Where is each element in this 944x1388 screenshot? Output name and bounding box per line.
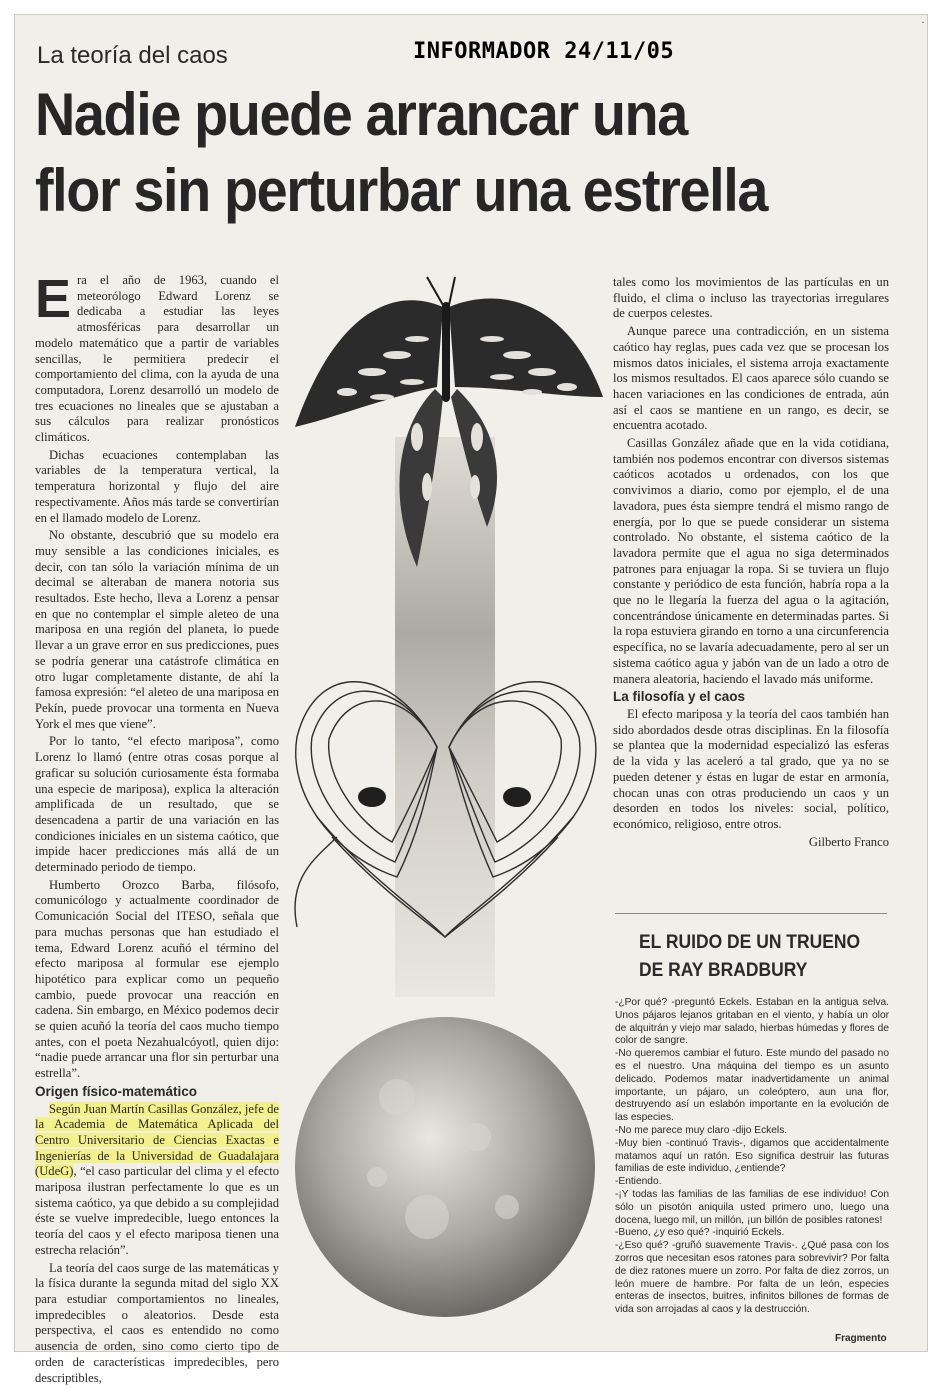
section-label: La teoría del caos <box>37 42 228 69</box>
headline <box>35 77 853 229</box>
article-column-right <box>613 275 889 852</box>
subhead-filosofia: La filosofía y el caos <box>613 689 746 705</box>
paragraph-1-text: ra el año de 1963, cuando el meteorólogo Edward Lorenz se dedicaba a estudiar las leyes atmosféricas para desarrollar un modelo matemático que a partir de variables sencillas, le permitiera predecir el comportamiento del clima, con la ayuda de una computadora, Lorenz desarrolló un modelo de tres ecuaciones no lineales que se ajustaban a sus cálculos para realizar pronósticos climáticos. <box>35 273 279 445</box>
corner-mark: · <box>921 15 925 29</box>
box-title-line-1: EL RUIDO DE UN TRUENO <box>639 932 861 953</box>
paragraph-6-rest: , “el caso particular del clima y el efecto mariposa ilustran perfectamente lo que es un sistema caótico, ya que debido a su complejidad éste se vuelve impredecible, luego entonces la teoría del caos y el efecto mariposa tienen una estrecha relación”. <box>35 1164 279 1257</box>
star-sphere-icon <box>295 1017 595 1317</box>
paragraph-10: Casillas González añade que en la vida cotidiana, también nos podemos encontrar con diversos sistemas caóticos acotados u ordenados, con los que convivimos a diario, como por ejemplo, el de una lavadora, pues ésta siempre tendrá el mismo rango de energía, por lo que se puede considerar un sistema controlado. No obstante, el sistema caótico de la lavadora permite que el agua no siga determinados patrones para enjuagar la ropa. Si se tuviera un flujo constante y periódico de esta función, habría ropa a la que no le llegaría la fuerza del agua o la agitación, concentrándose únicamente en determinadas partes. Si la ropa estuviera girando en torno a una circunferencia específica, no se lavaría adecuadamente, pero al ser un sistema caótico agua y jabón van de un lado a otro de manera aleatoria, haciendo el lavado más uniforme. <box>613 436 889 686</box>
illustration <box>277 277 613 1351</box>
subhead-origen: Origen físico-matemático <box>35 1083 198 1099</box>
paragraph-3: No obstante, descubrió que su modelo era muy sensible a las condiciones iniciales, es decir, con tan sólo la variación mínima de un decimal se alteraban de manera notoria sus resultados. Este hecho, lleva a Lorenz a pensar en que no contemplar el simple aleteo de una mariposa en una región del planeta, lo puede llevar a un grave error en sus predicciones, pues se podría generar una catástrofe climática en otro lugar completamente distante, de ahí la famosa expresión: “el aleteo de una mariposa en Pekín, puede provocar una tormenta en Nueva York el mes que viene”. <box>35 528 279 731</box>
paragraph-11: El efecto mariposa y la teoría del caos también han sido abordados desde otras disciplinas. En la filosofía se plantea que la modernidad especializó las esferas de la vida y las aceleró a tal grado, que ya no se pueden detener y éstas en lugar de estar en armonía, chocan unas con otras produciendo un caos y un desorden en todos los niveles: social, político, económico, religioso, entre otros. <box>613 706 889 831</box>
fragment-label: Fragmento <box>835 1333 887 1344</box>
box-divider <box>615 913 887 914</box>
excerpt-line: -¿Por qué? -preguntó Eckels. Estaban en la antigua selva. Unos pájaros lejanos gritaban en el viento, y había un olor de alquitrán y viejo mar salado, hierbas húmedas y flores de color de sangre. <box>615 997 889 1047</box>
paragraph-8: tales como los movimientos de las partículas en un fluido, el clima o incluso las trayectorias irregulares de cuerpos celestes. <box>613 275 889 321</box>
excerpt-line: -Bueno, ¿y eso qué? -inquirió Eckels. <box>615 1227 785 1239</box>
excerpt-line: -¡Y todas las familias de las familias de ese individuo! Con sólo un pisotón aniquila usted primero uno, luego una docena, luego mil, un millón, ¡un billón de posibles ratones! <box>615 1188 889 1226</box>
box-title-line-2: DE RAY BRADBURY <box>639 960 808 981</box>
dropcap: E <box>35 269 72 329</box>
headline-line-1: Nadie puede arrancar una <box>35 81 687 148</box>
box-title <box>639 929 869 985</box>
excerpt-line: -¿Eso qué? -gruñó suavemente Travis-. ¿Qué pasa con los zorros que necesitan esos ratones para sobrevivir? Por falta de diez ratones muere un zorro. Por falta de diez zorros, un león muere de hambre. Por falta de un león, especies enteras de insectos, buitres, infinitos billones de formas de vida son arrojadas al caos y la destrucción. <box>615 1240 889 1316</box>
paragraph-6 <box>35 1102 279 1259</box>
article-column-left <box>35 269 279 1388</box>
headline-line-2: flor sin perturbar una estrella <box>35 157 767 224</box>
excerpt-text <box>615 997 889 1317</box>
newspaper-clipping <box>14 14 928 1385</box>
paragraph-9: Aunque parece una contradicción, en un sistema caótico hay reglas, pues cada vez que se procesan los mismos datos iniciales, el sistema arroja exactamente los mismos resultados. El caos aparece sólo cuando se hacen variaciones en las condiciones de entrada, aún así el caos se mantiene en un rango, es decir, se encuentra acotado. <box>613 324 889 433</box>
excerpt-line: -No me parece muy claro -dijo Eckels. <box>615 1124 788 1136</box>
paragraph-2: Dichas ecuaciones contemplaban las variables de la temperatura vertical, la temperatura horizontal y flujo del aire respectivamente. Años más tarde se convertirían en el llamado modelo de Lorenz. <box>35 447 279 525</box>
attractor-eye-right <box>503 787 531 807</box>
paragraph-5: Humberto Orozco Barba, filósofo, comunicólogo y actualmente coordinador de Comunicación Social del ITESO, señala que para muchas personas que han estudiado el tema, Edward Lorenz acuñó el término del efecto mariposa al formular ese ejemplo hipotético para explicar como un pequeño cambio, puede provocar una reacción en cadena. Sin embargo, en México podemos decir se quien acuñó la teoría del caos mucho tiempo antes, con el poeta Nezahualcóyotl, quien dijo: “nadie puede arrancar una flor sin perturbar una estrella”. <box>35 877 279 1081</box>
excerpt-line: -Muy bien -continuó Travis-, digamos que accidentalmente matamos aquí un ratón. Eso significa destruir las futuras familias de este individuo, ¿entiende? <box>615 1137 889 1175</box>
highlighted-text: Según Juan Martín Casillas González, jefe de la Academia de Matemática Aplicada del Centro Universitario de Ciencias Exactas e Ingenierías de la Universidad de Guadalajara (UdeG) <box>35 1101 279 1179</box>
source-note: INFORMADOR 24/11/05 <box>413 39 675 64</box>
paragraph-7: La teoría del caos surge de las matemáticas y la física durante la segunda mitad del siglo XX para estudiar comportamientos no lineales, impredecibles o aleatorios. Desde esta perspectiva, el caos es entendido no como ausencia de orden, sino como cierto tipo de orden de características impredecibles, pero descriptibles, <box>35 1260 279 1385</box>
excerpt-line: -No queremos cambiar el futuro. Este mundo del pasado no es el nuestro. Una máquina del tiempo es un asunto delicado. Podemos matar inadvertidamente un animal importante, un pájaro, un coleóptero, aun una flor, destruyendo así un eslabón importante en la evolución de las especies. <box>615 1048 889 1124</box>
excerpt-line: -Entiendo. <box>615 1176 662 1188</box>
paragraph-4: Por lo tanto, “el efecto mariposa”, como Lorenz lo llamó (entre otras cosas porque al graficar su solución curiosamente ésta formaba una especie de mariposa), explica la alteración amplificada de un resultado, que se desencadena a partir de una variación en las condiciones iniciales en un sistema caótico, que impide hacer predicciones más allá de un determinado periodo de tiempo. <box>35 734 279 875</box>
byline: Gilberto Franco <box>808 834 889 849</box>
attractor-eye-left <box>358 787 386 807</box>
paragraph-1 <box>35 269 279 446</box>
